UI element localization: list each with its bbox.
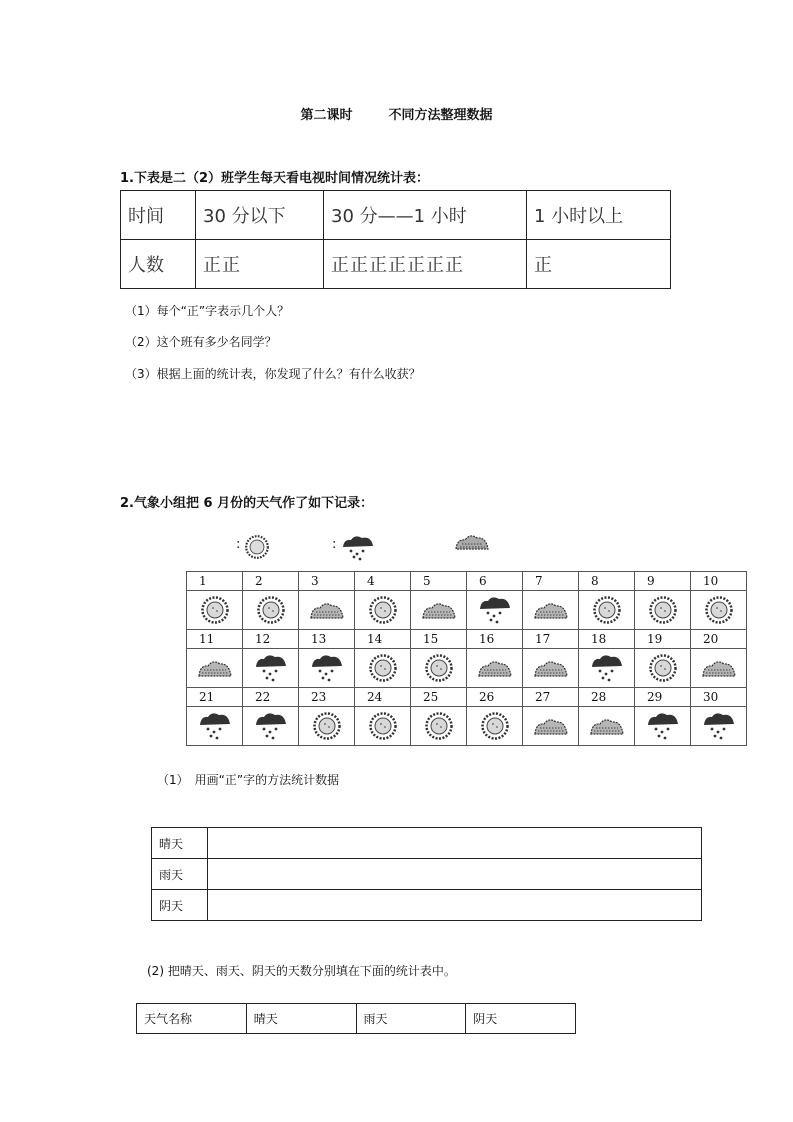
calendar-day-number: 2 xyxy=(243,572,299,591)
cloudy-weather-icon xyxy=(411,591,467,630)
lesson-label: 第二课时 xyxy=(300,108,353,123)
calendar-day-number: 15 xyxy=(411,630,467,649)
cloudy-weather-icon xyxy=(299,591,355,630)
rainy-weather-icon xyxy=(187,707,243,746)
weather-summary-table xyxy=(136,1003,576,1034)
tv-time-table xyxy=(120,190,671,289)
rainy-weather-icon xyxy=(243,707,299,746)
rainy-weather-icon xyxy=(299,649,355,688)
lesson-topic: 不同方法整理数据 xyxy=(388,108,493,123)
calendar-day-number: 26 xyxy=(467,688,523,707)
calendar-day-number: 25 xyxy=(411,688,467,707)
calendar-day-row xyxy=(187,630,747,649)
rainy-weather-icon xyxy=(467,591,523,630)
tv-row-label: 人数 xyxy=(121,240,196,289)
weather-calendar xyxy=(186,571,747,746)
calendar-day-number: 23 xyxy=(299,688,355,707)
sunny-weather-icon xyxy=(187,591,243,630)
part-1-label: （1） 用画“正”字的方法统计数据 xyxy=(157,773,340,787)
question-1-heading: 1.下表是二（2）班学生每天看电视时间情况统计表： xyxy=(120,171,430,186)
sunny-weather-icon xyxy=(355,707,411,746)
rainy-weather-icon xyxy=(579,649,635,688)
calendar-day-number: 1 xyxy=(187,572,243,591)
calendar-day-number: 10 xyxy=(691,572,747,591)
calendar-weather-row xyxy=(187,649,747,688)
tv-tally-1: 正正 xyxy=(196,240,324,289)
calendar-day-number: 19 xyxy=(635,630,691,649)
weather-legend xyxy=(236,532,536,564)
calendar-day-number: 14 xyxy=(355,630,411,649)
cloudy-weather-icon xyxy=(523,591,579,630)
legend-rain-cloud-icon xyxy=(340,534,376,562)
question-1-1: （1）每个“正”字表示几个人？ xyxy=(125,304,290,318)
calendar-day-number: 28 xyxy=(579,688,635,707)
sunny-weather-icon xyxy=(467,707,523,746)
calendar-day-number: 29 xyxy=(635,688,691,707)
calendar-day-number: 21 xyxy=(187,688,243,707)
tally-row-rainy-label: 雨天 xyxy=(152,859,208,890)
calendar-day-row xyxy=(187,688,747,707)
calendar-day-number: 12 xyxy=(243,630,299,649)
calendar-day-number: 16 xyxy=(467,630,523,649)
summary-col-rainy[interactable]: 雨天 xyxy=(356,1004,466,1034)
calendar-day-number: 17 xyxy=(523,630,579,649)
tv-tally-3: 正 xyxy=(527,240,671,289)
tally-row-rainy-field[interactable] xyxy=(208,859,702,890)
cloudy-weather-icon xyxy=(691,649,747,688)
cloudy-weather-icon xyxy=(523,649,579,688)
calendar-day-number: 6 xyxy=(467,572,523,591)
summary-col-sunny[interactable]: 晴天 xyxy=(246,1004,356,1034)
calendar-day-number: 13 xyxy=(299,630,355,649)
tally-row-cloudy-label: 阴天 xyxy=(152,890,208,921)
rainy-weather-icon xyxy=(243,649,299,688)
tally-row-sunny-field[interactable] xyxy=(208,828,702,859)
legend-sun-icon xyxy=(244,534,270,560)
calendar-day-row xyxy=(187,572,747,591)
cloudy-weather-icon xyxy=(579,707,635,746)
calendar-day-number: 11 xyxy=(187,630,243,649)
sunny-weather-icon xyxy=(635,591,691,630)
tv-header-label: 时间 xyxy=(121,191,196,240)
sunny-weather-icon xyxy=(355,591,411,630)
tally-row-sunny-label: 晴天 xyxy=(152,828,208,859)
rainy-weather-icon xyxy=(691,707,747,746)
tally-row-cloudy-field[interactable] xyxy=(208,890,702,921)
calendar-weather-row xyxy=(187,707,747,746)
sunny-weather-icon xyxy=(691,591,747,630)
calendar-day-number: 5 xyxy=(411,572,467,591)
question-1-2: （2）这个班有多少名同学？ xyxy=(125,335,277,349)
calendar-day-number: 7 xyxy=(523,572,579,591)
page-title xyxy=(0,104,793,123)
sunny-weather-icon xyxy=(635,649,691,688)
calendar-day-number: 30 xyxy=(691,688,747,707)
sunny-weather-icon xyxy=(411,649,467,688)
calendar-day-number: 3 xyxy=(299,572,355,591)
cloudy-weather-icon xyxy=(523,707,579,746)
part-2-label: (2) 把晴天、雨天、阴天的天数分别填在下面的统计表中。 xyxy=(147,964,456,978)
calendar-day-number: 18 xyxy=(579,630,635,649)
sunny-weather-icon xyxy=(579,591,635,630)
calendar-day-number: 24 xyxy=(355,688,411,707)
calendar-day-number: 9 xyxy=(635,572,691,591)
question-2-heading: 2.气象小组把 6 月份的天气作了如下记录： xyxy=(120,496,374,511)
legend-sep-2: : xyxy=(332,537,337,552)
cloudy-weather-icon xyxy=(187,649,243,688)
calendar-day-number: 20 xyxy=(691,630,747,649)
calendar-day-number: 4 xyxy=(355,572,411,591)
calendar-day-number: 22 xyxy=(243,688,299,707)
question-1-3: （3）根据上面的统计表，你发现了什么？有什么收获？ xyxy=(125,367,421,381)
tally-record-table xyxy=(151,827,702,921)
sunny-weather-icon xyxy=(411,707,467,746)
summary-col-cloudy[interactable]: 阴天 xyxy=(466,1004,576,1034)
tv-tally-2: 正正正正正正正 xyxy=(324,240,527,289)
legend-overcast-cloud-icon xyxy=(454,532,490,552)
tv-col-3: 1 小时以上 xyxy=(527,191,671,240)
calendar-day-number: 8 xyxy=(579,572,635,591)
sunny-weather-icon xyxy=(243,591,299,630)
calendar-weather-row xyxy=(187,591,747,630)
sunny-weather-icon xyxy=(355,649,411,688)
rainy-weather-icon xyxy=(635,707,691,746)
sunny-weather-icon xyxy=(299,707,355,746)
cloudy-weather-icon xyxy=(467,649,523,688)
calendar-day-number: 27 xyxy=(523,688,579,707)
tv-col-2: 30 分——1 小时 xyxy=(324,191,527,240)
tv-col-1: 30 分以下 xyxy=(196,191,324,240)
legend-sep-1: : xyxy=(236,537,241,552)
summary-col-name: 天气名称 xyxy=(137,1004,247,1034)
